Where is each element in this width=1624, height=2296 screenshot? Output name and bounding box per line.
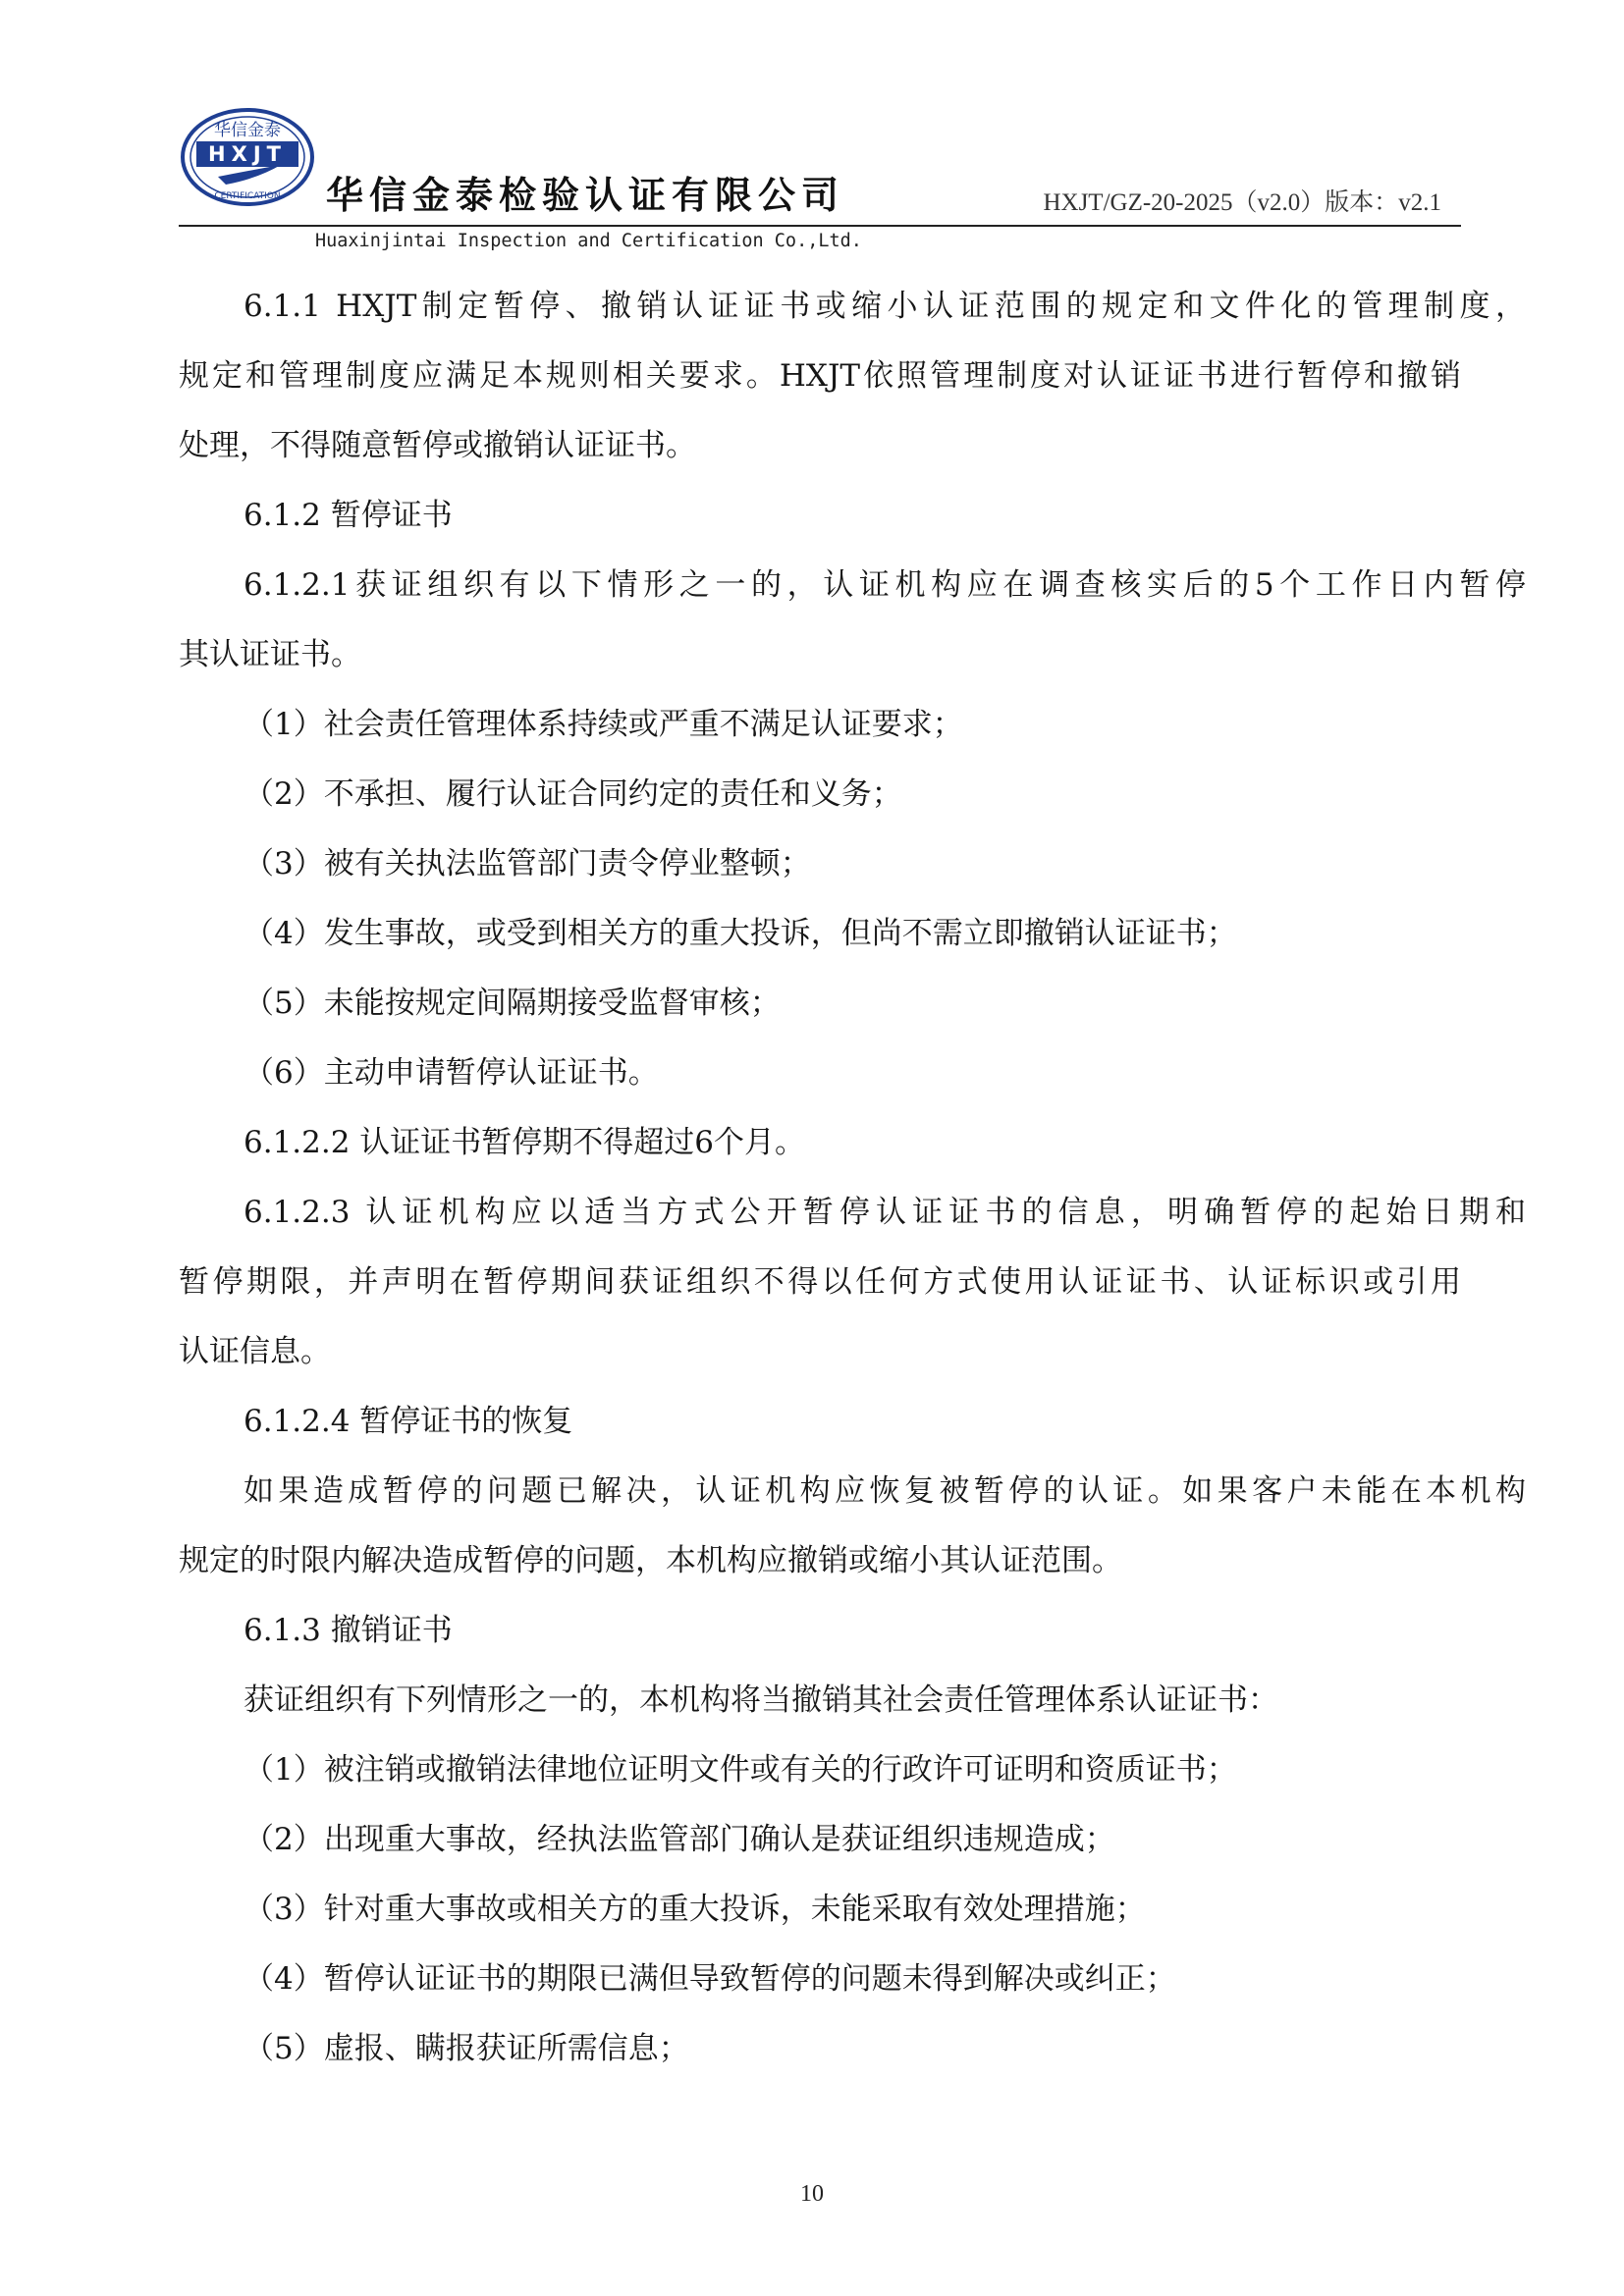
logo-top-text: 华信金泰: [214, 121, 281, 140]
paragraph-line: 6.1.1 HXJT制定暂停、撤销认证证书或缩小认证范围的规定和文件化的管理制度，: [244, 289, 1526, 324]
list-item: （2）不承担、履行认证合同约定的责任和义务；: [244, 776, 902, 812]
paragraph-line: 其认证证书。: [179, 637, 361, 672]
list-item: （3）被有关执法监管部门责令停业整顿；: [244, 846, 811, 881]
company-name-cn: 华信金泰检验认证有限公司: [326, 174, 845, 217]
page-number: 10: [800, 2181, 824, 2207]
list-item: （1）被注销或撤销法律地位证明文件或有关的行政许可证明和资质证书；: [244, 1752, 1237, 1788]
paragraph-line: 认证信息。: [179, 1334, 331, 1369]
list-item: （4）暂停认证证书的期限已满但导致暂停的问题未得到解决或纠正；: [244, 1961, 1176, 1997]
paragraph-line: 6.1.2.2 认证证书暂停期不得超过6个月。: [244, 1125, 806, 1160]
section-heading: 6.1.2 暂停证书: [244, 498, 453, 533]
document-code: HXJT/GZ-20-2025（v2.0）版本：v2.1: [1043, 189, 1441, 216]
company-name-en: Huaxinjintai Inspection and Certification Co.,Ltd.: [315, 231, 862, 251]
paragraph-line: 处理，不得随意暂停或撤销认证证书。: [179, 428, 696, 463]
section-heading: 6.1.3 撤销证书: [244, 1613, 453, 1648]
paragraph-line: 6.1.2.3 认证机构应以适当方式公开暂停认证证书的信息，明确暂停的起始日期和: [244, 1195, 1526, 1230]
logo-bottom-text: CERTIFICATION: [214, 191, 281, 201]
paragraph-line: 6.1.2.1获证组织有以下情形之一的，认证机构应在调查核实后的5个工作日内暂停: [244, 567, 1526, 603]
list-item: （4）发生事故，或受到相关方的重大投诉，但尚不需立即撤销认证证书；: [244, 916, 1237, 951]
paragraph-line: 暂停期限，并声明在暂停期间获证组织不得以任何方式使用认证证书、认证标识或引用: [179, 1264, 1461, 1300]
paragraph-line: 获证组织有下列情形之一的，本机构将当撤销其社会责任管理体系认证证书：: [244, 1682, 1278, 1718]
list-item: （6）主动申请暂停认证证书。: [244, 1055, 659, 1091]
list-item: （1）社会责任管理体系持续或严重不满足认证要求；: [244, 707, 963, 742]
section-heading: 6.1.2.4 暂停证书的恢复: [244, 1404, 573, 1439]
paragraph-line: 如果造成暂停的问题已解决，认证机构应恢复被暂停的认证。如果客户未能在本机构: [244, 1473, 1526, 1509]
list-item: （3）针对重大事故或相关方的重大投诉，未能采取有效处理措施；: [244, 1892, 1146, 1927]
swoosh-icon: [218, 165, 281, 185]
hxjt-logo: [179, 106, 316, 208]
paragraph-line: 规定的时限内解决造成暂停的问题，本机构应撤销或缩小其认证范围。: [179, 1543, 1122, 1578]
list-item: （5）虚报、瞒报获证所需信息；: [244, 2031, 689, 2066]
header-divider: [179, 225, 1461, 227]
list-item: （5）未能按规定间隔期接受监督审核；: [244, 986, 781, 1021]
list-item: （2）出现重大事故，经执法监管部门确认是获证组织违规造成；: [244, 1822, 1115, 1857]
logo-mid-text: HXJT: [208, 142, 287, 166]
paragraph-line: 规定和管理制度应满足本规则相关要求。HXJT依照管理制度对认证证书进行暂停和撤销: [179, 358, 1461, 394]
